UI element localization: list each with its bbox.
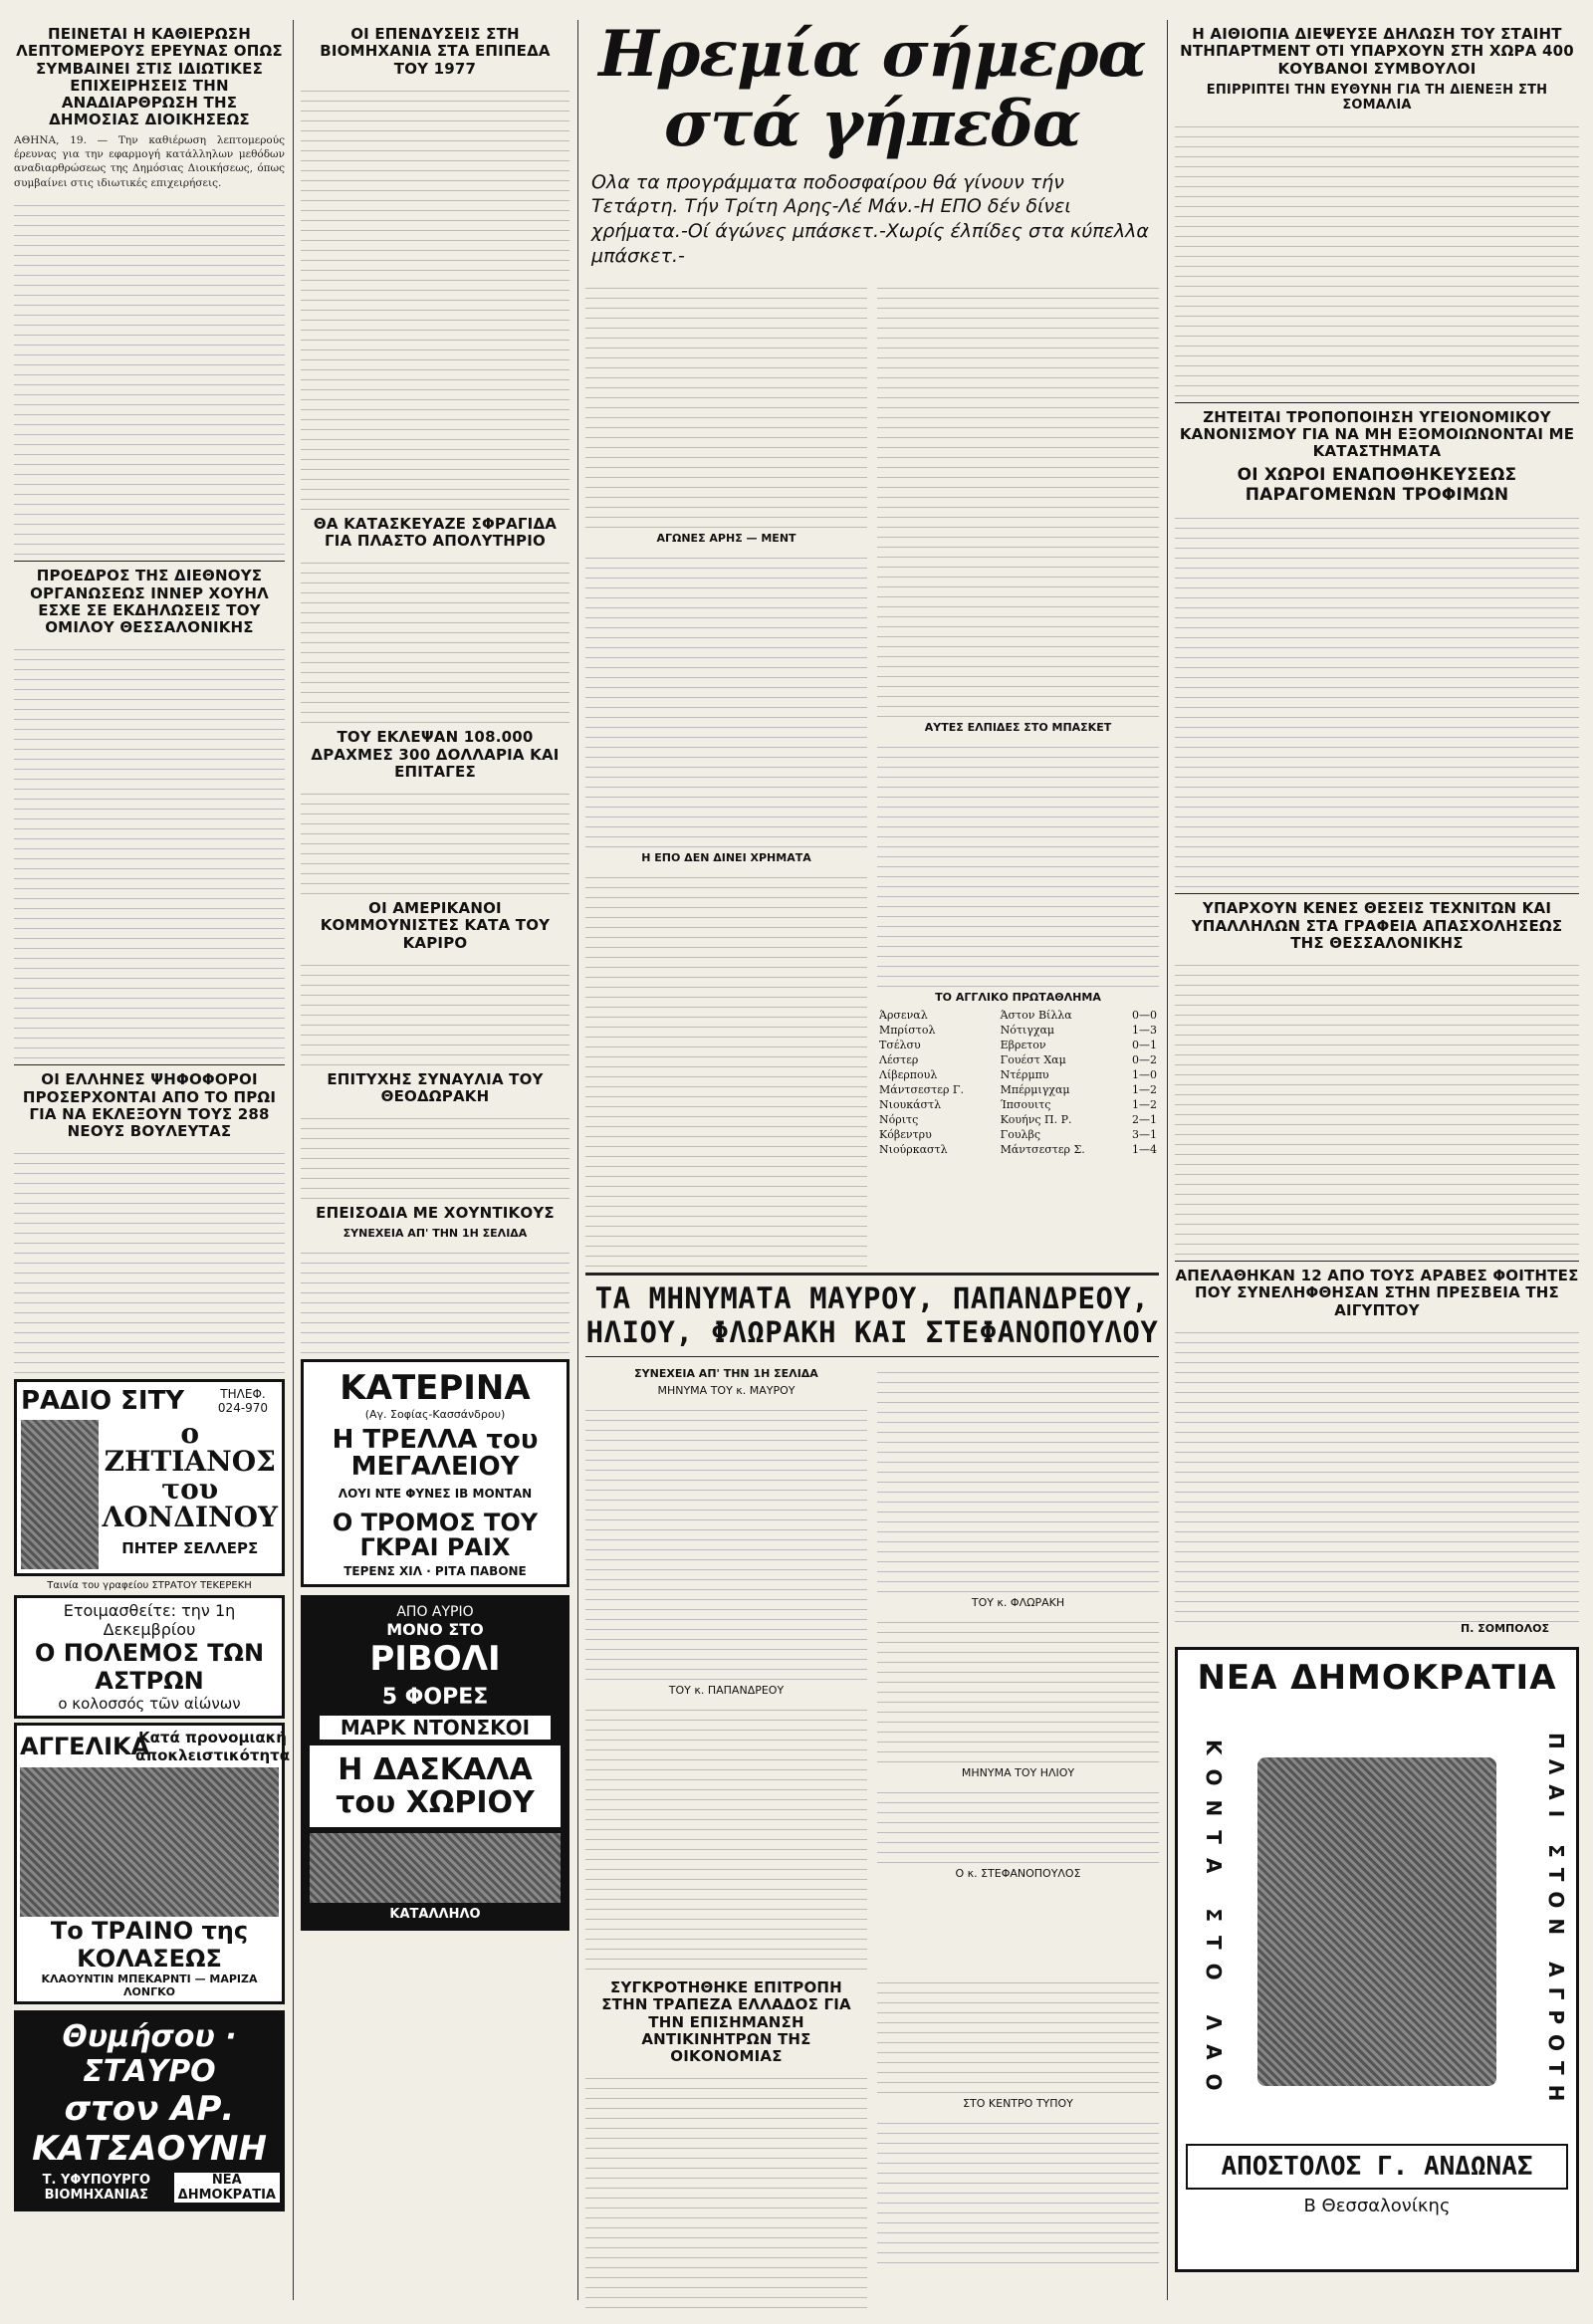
league-row bbox=[877, 1127, 1159, 1142]
article-body-filler bbox=[585, 1701, 867, 1970]
headline-hygiene: ΖΗΤΕΙΤΑΙ ΤΡΟΠΟΠΟΙΗΣΗ ΥΓΕΙΟΝΟΜΙΚΟΥ ΚΑΝΟΝΙΣΜΟΥ ΓΙΑ ΝΑ ΜΗ ΕΞΟΜΟΙΩΝΟΝΤΑΙ ΜΕ ΚΑΤΑΣΤΗΜΑΤΑ bbox=[1179, 407, 1575, 461]
candidate-district: Β Θεσσαλονίκης bbox=[1303, 2195, 1451, 2216]
article-body-filler bbox=[14, 640, 285, 1058]
article-body-filler bbox=[1175, 117, 1579, 396]
league-row bbox=[877, 1097, 1159, 1112]
article-body-filler bbox=[877, 1783, 1159, 1863]
ad-line: ΑΠΟ ΑΥΡΙΟ bbox=[396, 1604, 474, 1621]
ad-slogan-left: ΚΟΝΤΑ ΣΤΟ ΛΑΟ bbox=[1202, 1739, 1226, 2105]
article-body-filler bbox=[585, 2069, 867, 2308]
article-body-filler bbox=[301, 1244, 569, 1353]
home-team: Νιούρκαστλ bbox=[879, 1142, 948, 1156]
ad-subtitle: Κατά προνομιακή αποκλειστικότητα bbox=[135, 1729, 291, 1765]
ad-slogan-right: ΠΛΑΙ ΣΤΟΝ ΑΓΡΟΤΗ bbox=[1544, 1732, 1568, 2112]
article-body-filler bbox=[877, 1363, 1159, 1592]
article-signature: Π. ΣΟΜΠΟΛΟΣ bbox=[1461, 1621, 1549, 1635]
column-divider bbox=[293, 20, 294, 2300]
message-subhead: ΜΗΝΥΜΑ ΤΟΥ ΗΛΙΟΥ bbox=[961, 1766, 1075, 1780]
article-body-filler bbox=[301, 82, 569, 510]
divider bbox=[1175, 402, 1579, 403]
away-team: Μάντσεστερ Σ. bbox=[1000, 1142, 1085, 1156]
rivoli-ad bbox=[301, 1595, 569, 1931]
article-body-filler bbox=[1175, 509, 1579, 887]
article-body-filler bbox=[877, 1974, 1159, 2093]
score: 1—0 bbox=[1132, 1067, 1157, 1081]
continued-label: ΣΥΝΕΧΕΙΑ ΑΠ' ΤΗΝ 1Η ΣΕΛΙΔΑ bbox=[342, 1226, 528, 1240]
continued-label: ΣΥΝΕΧΕΙΑ ΑΠ' ΤΗΝ 1Η ΣΕΛΙΔΑ bbox=[634, 1367, 818, 1381]
divider bbox=[585, 1356, 1159, 1357]
ad-line: Ο ΠΟΛΕΜΟΣ ΤΩΝ ΑΣΤΡΩΝ bbox=[34, 1639, 265, 1696]
league-title: ΤΟ ΑΓΓΛΙΚΟ ΠΡΩΤΑΘΛΗΜΑ bbox=[935, 990, 1101, 1004]
league-row bbox=[877, 1038, 1159, 1052]
article-body-filler bbox=[877, 279, 1159, 717]
subheadline-hygiene: ΟΙ ΧΩΡΟΙ ΕΝΑΠΟΘΗΚΕΥΣΕΩΣ ΠΑΡΑΓΟΜΕΝΩΝ ΤΡΟΦΙΜΩΝ bbox=[1237, 465, 1517, 505]
ad-film-title: Η ΤΡΕΛΛΑ του ΜΕΓΑΛΕΙΟΥ bbox=[332, 1424, 539, 1482]
ad-film-title: Ο ΤΡΟΜΟΣ ΤΟΥ ΓΚΡΑΙ ΡΑΙΧ bbox=[332, 1509, 539, 1562]
away-team: Γουλβς bbox=[1000, 1127, 1041, 1141]
ad-line: στον ΑΡ. ΚΑΤΣΑΟΥΝΗ bbox=[32, 2089, 267, 2170]
column-divider bbox=[1167, 20, 1168, 2300]
league-row bbox=[877, 1142, 1159, 1157]
ad-film-cast: ΚΛΑΟΥΝΤΙΝ ΜΠΕΚΑΡΝΤΙ — ΜΑΡΙΖΑ ΛΟΝΓΚΟ bbox=[41, 1973, 258, 1999]
ad-line: ο κολοσσός τῶν αἰώνων bbox=[58, 1695, 241, 1714]
league-row bbox=[877, 1112, 1159, 1127]
away-team: Ντέρμπυ bbox=[1000, 1067, 1049, 1081]
article-body-filler bbox=[877, 738, 1159, 987]
league-row bbox=[877, 1023, 1159, 1038]
home-team: Κόβεντρυ bbox=[879, 1127, 932, 1141]
league-row bbox=[877, 1052, 1159, 1067]
katsaounis-ad bbox=[14, 2010, 285, 2211]
film-photo bbox=[21, 1420, 99, 1569]
home-team: Λέστερ bbox=[879, 1052, 919, 1066]
league-results-table bbox=[877, 1008, 1159, 1157]
article-body-filler bbox=[14, 1144, 285, 1373]
headline-voters: ΟΙ ΕΛΛΗΝΕΣ ΨΗΦΟΦΟΡΟΙ ΠΡΟΣΕΡΧΟΝΤΑΙ ΑΠΟ ΤΟ ΠΡΩΙ ΓΙΑ ΝΑ ΕΚΛΕΞΟΥΝ ΤΟΥΣ 288 ΝΕΟΥΣ ΒΟΥΛΕΥΤΑΣ bbox=[22, 1070, 277, 1141]
column-second bbox=[301, 20, 569, 1931]
article-body-filler bbox=[877, 2114, 1159, 2263]
article-body-filler bbox=[301, 1109, 569, 1199]
headline-arab-students: ΑΠΕΛΑΘΗΚΑΝ 12 ΑΠΟ ΤΟΥΣ ΑΡΑΒΕΣ ΦΟΙΤΗΤΕΣ ΠΟΥ ΣΥΝΕΛΗΦΘΗΣΑΝ ΣΤΗΝ ΠΡΕΣΒΕΙΑ ΤΗΣ ΑΙΓΥΠΤΟΥ bbox=[1175, 1267, 1579, 1319]
ad-rating: ΚΑΤΑΛΛΗΛΟ bbox=[389, 1907, 481, 1923]
ad-line: Θυμήσου · ΣΤΑΥΡΟ bbox=[62, 2019, 237, 2090]
away-team: Νότιγχαμ bbox=[1000, 1023, 1055, 1037]
article-body-filler bbox=[1175, 956, 1579, 1255]
away-team: Γουέστ Χαμ bbox=[1000, 1052, 1066, 1066]
score: 0—2 bbox=[1132, 1052, 1157, 1066]
party-title: ΝΕΑ ΔΗΜΟΚΡΑΤΙΑ bbox=[1197, 1657, 1557, 1698]
league-row bbox=[877, 1067, 1159, 1082]
ad-cinema-name: ΡΙΒΟΛΙ bbox=[369, 1639, 501, 1680]
headline-ethiopia: Η ΑΙΘΙΟΠΙΑ ΔΙΕΨΕΥΣΕ ΔΗΛΩΣΗ ΤΟΥ ΣΤΑΙΗΤ ΝΤΗΠΑΡΤΜΕΝΤ ΟΤΙ ΥΠΑΡΧΟΥΝ ΣΤΗ ΧΩΡΑ 400 ΚΟΥΒΑΝΟΙ ΣΥΜΒΟΥΛΟΙ bbox=[1180, 25, 1574, 78]
away-team: Ίπσουιτς bbox=[1000, 1097, 1051, 1111]
bank-col-a bbox=[585, 1974, 867, 2308]
ad-cinema-name: ΡΑΔΙΟ ΣΙΤΥ bbox=[21, 1386, 185, 1417]
ad-line: ΜΟΝΟ ΣΤΟ bbox=[386, 1620, 484, 1640]
home-team: Τσέλσυ bbox=[879, 1038, 921, 1051]
article-body-filler bbox=[14, 196, 285, 555]
message-subhead: ΤΟΥ κ. ΠΑΠΑΝΔΡΕΟΥ bbox=[668, 1684, 785, 1698]
message-subhead: Ο κ. ΣΤΕΦΑΝΟΠΟΥΛΟΣ bbox=[955, 1867, 1081, 1881]
headline-forged-seal: ΘΑ ΚΑΤΑΣΚΕΥΑΖΕ ΣΦΡΑΓΙΔΑ ΓΙΑ ΠΛΑΣΤΟ ΑΠΟΛΥΤΗΡΙΟ bbox=[313, 514, 558, 550]
ad-cinema-name: ΑΓΓΕΛΙΚΑ bbox=[20, 1733, 150, 1761]
divider bbox=[1175, 893, 1579, 894]
score: 0—1 bbox=[1132, 1038, 1157, 1051]
ad-film-cast: ΤΕΡΕΝΣ ΧΙΛ · ΡΙΤΑ ΠΑΒΟΝΕ bbox=[343, 1564, 527, 1579]
ad-phone: ΤΗΛΕΦ. 024-970 bbox=[217, 1387, 269, 1416]
score: 0—0 bbox=[1132, 1008, 1157, 1022]
divider bbox=[14, 561, 285, 562]
divider bbox=[1175, 1261, 1579, 1262]
headline-junta-incidents: ΕΠΕΙΣΟΔΙΑ ΜΕ ΧΟΥΝΤΙΚΟΥΣ bbox=[316, 1204, 555, 1223]
subheadline-ethiopia: ΕΠΙΡΡΙΠΤΕΙ ΤΗΝ ΕΥΘΥΝΗ ΓΙΑ ΤΗ ΔΙΕΝΕΞΗ ΣΤΗ ΣΟΜΑΛΙΑ bbox=[1206, 82, 1548, 113]
radio-city-ad bbox=[14, 1379, 285, 1576]
ad-line: Τ. ΥΦΥΠΟΥΡΓΟ ΒΙΟΜΗΧΑΝΙΑΣ bbox=[42, 2173, 151, 2204]
headline-vacancies: ΥΠΑΡΧΟΥΝ ΚΕΝΕΣ ΘΕΣΕΙΣ ΤΕΧΝΙΤΩΝ ΚΑΙ ΥΠΑΛΛΗΛΩΝ ΣΤΑ ΓΡΑΦΕΙΑ ΑΠΑΣΧΟΛΗΣΕΩΣ ΤΗΣ ΘΕΣΣΑΛΟΝΙΚΗΣ bbox=[1191, 899, 1563, 952]
article-body-filler bbox=[585, 1401, 867, 1680]
article-body-filler bbox=[1175, 1323, 1579, 1622]
ad-film-title: ο ΖΗΤΙΑΝΟΣ του ΛΟΝΔΙΝΟΥ bbox=[102, 1417, 279, 1534]
headline-investments: ΟΙ ΕΠΕΝΔΥΣΕΙΣ ΣΤΗ ΒΙΟΜΗΧΑΝΙΑ ΣΤΑ ΕΠΙΠΕΔΑ ΤΟΥ 1977 bbox=[320, 25, 551, 78]
score: 1—2 bbox=[1132, 1082, 1157, 1096]
film-photo bbox=[310, 1833, 561, 1903]
score: 2—1 bbox=[1132, 1112, 1157, 1126]
new-democracy-ad bbox=[1175, 1647, 1579, 2272]
divider bbox=[14, 1064, 285, 1065]
home-team: Μάντσεστερ Γ. bbox=[879, 1082, 965, 1096]
sports-subhead: ΑΓΩΝΕΣ ΑΡΗΣ — ΜΕΝΤ bbox=[656, 531, 796, 545]
score: 3—1 bbox=[1132, 1127, 1157, 1141]
headline-american-communists: ΟΙ ΑΜΕΡΙΚΑΝΟΙ ΚΟΜΜΟΥΝΙΣΤΕΣ ΚΑΤΑ ΤΟΥ ΚΑΡΙΡΟ bbox=[320, 899, 551, 952]
ad-cinema-name: ΚΑΤΕΡΙΝΑ bbox=[340, 1367, 531, 1408]
ad-film-cast: ΛΟΥΙ ΝΤΕ ΦΥΝΕΣ ΙΒ ΜΟΝΤΑΝ bbox=[338, 1487, 533, 1502]
column-left bbox=[14, 20, 291, 2211]
column-center bbox=[585, 17, 1159, 2308]
score: 1—2 bbox=[1132, 1097, 1157, 1111]
candidate-portrait bbox=[1257, 1757, 1496, 2086]
message-subhead: ΤΟΥ κ. ΦΛΩΡΑΚΗ bbox=[971, 1596, 1065, 1610]
sports-subhead: Η ΕΠΟ ΔΕΝ ΔΙΝΕΙ ΧΡΗΜΑΤΑ bbox=[641, 850, 811, 864]
divider bbox=[585, 1273, 1159, 1276]
column-divider bbox=[577, 20, 578, 2300]
headline-theft: ΤΟΥ ΕΚΛΕΨΑΝ 108.000 ΔΡΑΧΜΕΣ 300 ΔΟΛΛΑΡΙΑ ΚΑΙ ΕΠΙΤΑΓΕΣ bbox=[311, 728, 560, 781]
article-body-filler bbox=[585, 868, 867, 1267]
ad-address: (Αγ. Σοφίας-Κασσάνδρου) bbox=[364, 1407, 506, 1421]
column-right bbox=[1175, 20, 1579, 2272]
article-body-filler bbox=[585, 549, 867, 847]
sports-banner: Ηρεμία σήμερα στά γήπεδα bbox=[598, 17, 1146, 162]
headline-inner-wheel: ΠΡΟΕΔΡΟΣ ΤΗΣ ΔΙΕΘΝΟΥΣ ΟΡΓΑΝΩΣΕΩΣ ΙΝΝΕΡ ΧΟΥΗΛ ΕΣΧΕ ΣΕ ΕΚΔΗΛΩΣΕΙΣ ΤΟΥ ΟΜΙΛΟΥ ΘΕΣΣΑΛΟΝΙΚΗΣ bbox=[30, 567, 269, 637]
ad-credit: Ταινία του γραφείου ΣΤΡΑΤΟΥ ΤΕΚΕΡΕΚΗ bbox=[47, 1580, 252, 1592]
away-team: Άστον Βίλλα bbox=[1000, 1008, 1072, 1022]
message-subhead: ΜΗΝΥΜΑ ΤΟΥ κ. ΜΑΥΡΟΥ bbox=[657, 1384, 796, 1398]
ad-party: ΝΕΑ ΔΗΜΟΚΡΑΤΙΑ bbox=[174, 2173, 280, 2203]
messages-col-b bbox=[877, 1363, 1159, 1970]
away-team: Μπέρμιγχαμ bbox=[1000, 1082, 1070, 1096]
article-body-filler bbox=[585, 279, 867, 528]
article-intro: ΑΘΗΝΑ, 19. — Την καθιέρωση λεπτομερούς έρευνας για την εφαρμογή κατάλληλων μεθόδων αναδιαρθρώσεως της Δημόσιας Διοικήσεως, όπως συμβαίνει στις ιδιωτικές επιχειρήσεις. bbox=[14, 133, 285, 189]
away-team: Εβρετον bbox=[1000, 1038, 1046, 1051]
home-team: Μπρίστολ bbox=[879, 1023, 936, 1037]
article-body-filler bbox=[877, 1613, 1159, 1762]
home-team: Νιουκάστλ bbox=[879, 1097, 942, 1111]
messages-col-a bbox=[585, 1363, 867, 1970]
away-team: Κουήνς Π. Ρ. bbox=[1000, 1112, 1072, 1126]
messages-headline: ΤΑ ΜΗΝΥΜΑΤΑ ΜΑΥΡΟΥ, ΠΑΠΑΝΔΡΕΟΥ, ΗΛΙΟΥ, ΦΛΩΡΑΚΗ ΚΑΙ ΣΤΕΦΑΝΟΠΟΥΛΟΥ bbox=[585, 1280, 1159, 1350]
home-team: Λίβερπουλ bbox=[879, 1067, 938, 1081]
score: 1—4 bbox=[1132, 1142, 1157, 1156]
league-row bbox=[877, 1008, 1159, 1023]
ad-film-title: Το ΤΡΑΙΝΟ της ΚΟΛΑΣΕΩΣ bbox=[50, 1917, 249, 1974]
bank-col-b bbox=[877, 1974, 1159, 2308]
article-body-filler bbox=[301, 785, 569, 894]
sports-subhead: ΑΥΤΕΣ ΕΛΠΙΔΕΣ ΣΤΟ ΜΠΑΣΚΕΤ bbox=[924, 720, 1112, 734]
article-body-filler bbox=[301, 956, 569, 1065]
candidate-name: ΑΠΟΣΤΟΛΟΣ Γ. ΑΝΔΩΝΑΣ bbox=[1186, 2144, 1568, 2190]
headline-bank-committee: ΣΥΓΚΡΟΤΗΘΗΚΕ ΕΠΙΤΡΟΠΗ ΣΤΗΝ ΤΡΑΠΕΖΑ ΕΛΛΑΔΟΣ ΓΙΑ ΤΗΝ ΕΠΙΣΗΜΑΝΣΗ ΑΝΤΙΚΙΝΗΤΡΩΝ ΤΗΣ ΟΙΚΟΝΟΜΙΑΣ bbox=[601, 1978, 851, 2066]
score: 1—3 bbox=[1132, 1023, 1157, 1037]
ad-film-cast: ΠΗΤΕΡ ΣΕΛΛΕΡΣ bbox=[121, 1539, 259, 1558]
star-wars-ad bbox=[14, 1595, 285, 1719]
home-team: Νόριτς bbox=[879, 1112, 919, 1126]
ad-line: Ετοιμασθείτε: την 1η Δεκεμβρίου bbox=[63, 1601, 236, 1640]
katerina-ad bbox=[301, 1359, 569, 1588]
ad-film-title: Η ΔΑΣΚΑΛΑ του ΧΩΡΙΟΥ bbox=[310, 1745, 561, 1827]
ad-film-cast: ΜΑΡΚ ΝΤΟΝΣΚΟΙ bbox=[320, 1716, 551, 1740]
film-photo bbox=[20, 1767, 279, 1917]
headline-public-admin: ΠΕΙΝΕΤΑΙ Η ΚΑΘΙΕΡΩΣΗ ΛΕΠΤΟΜΕΡΟΥΣ ΕΡΕΥΝΑΣ ΟΠΩΣ ΣΥΜΒΑΙΝΕΙ ΣΤΙΣ ΙΔΙΩΤΙΚΕΣ ΕΠΙΧΕΙΡΗΣΕΙΣ ΤΗΝ ΑΝΑΔΙΑΡΘΡΩΣΗ ΤΗΣ ΔΗΜΟΣΙΑΣ ΔΙΟΙΚΗΣΕΩΣ bbox=[16, 25, 283, 129]
league-row bbox=[877, 1082, 1159, 1097]
sports-col-a bbox=[585, 279, 867, 1267]
angelika-ad bbox=[14, 1723, 291, 2004]
article-body-filler bbox=[301, 554, 569, 723]
headline-theodorakis: ΕΠΙΤΥΧΗΣ ΣΥΝΑΥΛΙΑ ΤΟΥ ΘΕΟΔΩΡΑΚΗ bbox=[327, 1069, 544, 1105]
sports-col-b bbox=[877, 279, 1159, 1267]
press-center-subhead: ΣΤΟ ΚΕΝΤΡΟ ΤΥΠΟΥ bbox=[963, 2097, 1073, 2111]
sports-deck: Ολα τα προγράμματα ποδοσφαίρου θά γίνουν τήν Τετάρτη. Τήν Τρίτη Αρης-Λέ Μάν.-Η ΕΠΟ δέν δίνει χρήματα.-Οί άγώνες μπάσκετ.-Χωρίς έλπίδες στα κύπελλα μπάσκετ.- bbox=[591, 170, 1149, 267]
ad-line: 5 ΦΟΡΕΣ bbox=[381, 1685, 489, 1711]
home-team: Άρσεναλ bbox=[879, 1008, 928, 1022]
